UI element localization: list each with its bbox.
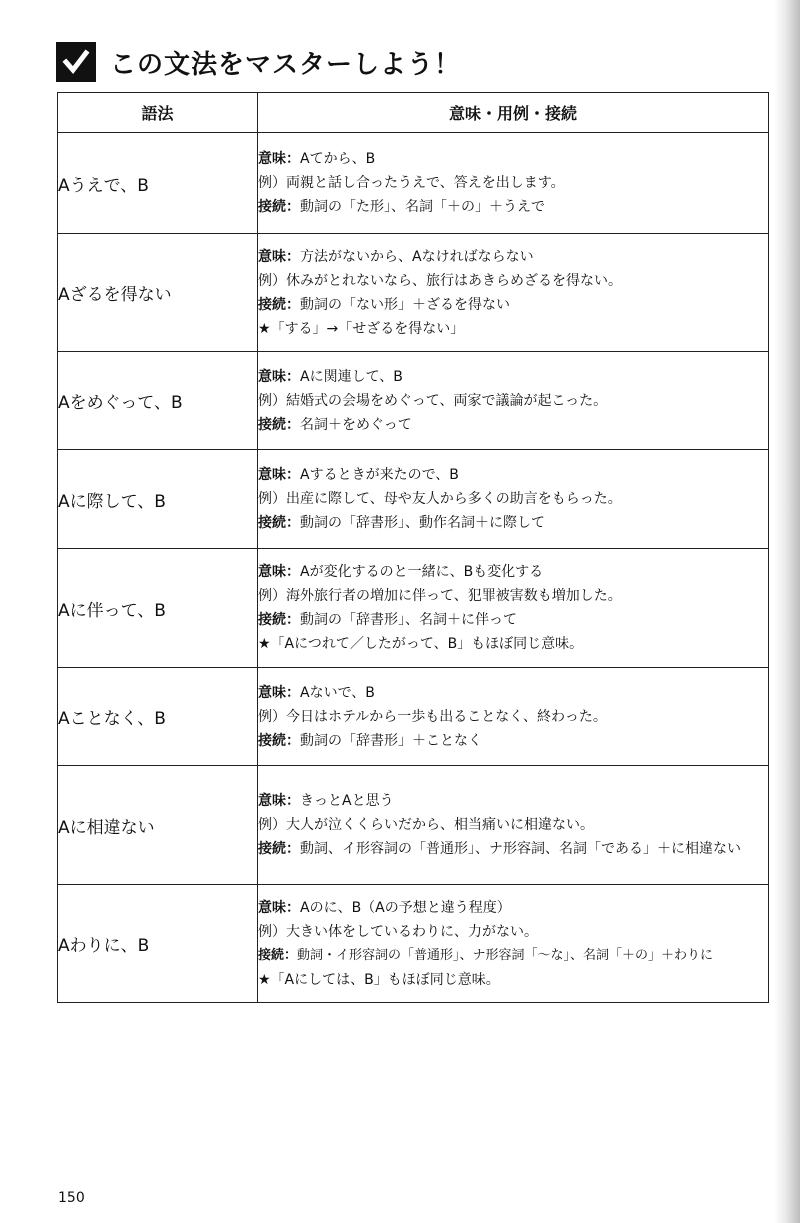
table-row (58, 133, 769, 234)
example-text: 出産に際して、母や友人から多くの助言をもらった。 (286, 491, 622, 507)
grammar-pattern: Aわりに、B (58, 885, 258, 1003)
connection-line (258, 195, 768, 219)
note-line: ★「Aにつれて／したがって、B」もほぼ同じ意味。 (258, 636, 584, 652)
example-label: 例） (258, 817, 286, 833)
grammar-details (258, 450, 769, 549)
meaning-line (258, 681, 768, 705)
connection-label: 接続： (258, 296, 300, 313)
connection-label: 接続： (258, 416, 300, 433)
grammar-pattern: Aうえで、B (58, 133, 258, 234)
connection-text: 動詞の「ない形」＋ざるを得ない (300, 296, 510, 313)
meaning-text: Aが変化するのと一緒に、Bも変化する (300, 564, 544, 580)
note-line: ★「Aにしては、B」もほぼ同じ意味。 (258, 971, 500, 988)
example-label: 例） (258, 923, 286, 940)
connection-label: 接続： (258, 199, 300, 215)
connection-line (258, 413, 768, 437)
meaning-line (258, 463, 768, 487)
example-line (258, 920, 768, 944)
connection-line (258, 511, 768, 535)
section-header (56, 42, 461, 82)
connection-text: 動詞の「た形」、名詞「＋の」＋うえで (300, 199, 545, 215)
example-text: 結婚式の会場をめぐって、両家で議論が起こった。 (286, 392, 608, 409)
example-label: 例） (258, 175, 286, 191)
example-text: 海外旅行者の増加に伴って、犯罪被害数も増加した。 (286, 588, 622, 604)
section-title: この文法をマスターしよう！ (110, 49, 462, 80)
table-row (58, 234, 769, 352)
example-text: 休みがとれないなら、旅行はあきらめざるを得ない。 (286, 272, 622, 289)
connection-label: 接続： (258, 841, 300, 857)
example-text: 両親と話し合ったうえで、答えを出します。 (286, 175, 565, 191)
grammar-details (258, 352, 769, 450)
meaning-label: 意味： (258, 899, 300, 916)
meaning-text: Aないで、B (300, 684, 375, 701)
grammar-details (258, 549, 769, 668)
connection-line (258, 608, 768, 632)
meaning-label: 意味： (258, 684, 300, 701)
meaning-text: Aてから、B (300, 151, 376, 167)
page-number: 150 (58, 1190, 85, 1206)
connection-label: 接続： (258, 947, 298, 963)
meaning-text: Aのに、B（Aの予想と違う程度） (300, 899, 511, 916)
example-line (258, 171, 768, 195)
grammar-details (258, 668, 769, 766)
connection-text: 名詞＋をめぐって (300, 416, 412, 433)
meaning-text: Aするときが来たので、B (300, 467, 459, 483)
connection-label: 接続： (258, 732, 300, 749)
example-label: 例） (258, 491, 286, 507)
meaning-line (258, 896, 768, 920)
meaning-line (258, 560, 768, 584)
meaning-text: きっとAと思う (300, 793, 394, 809)
grammar-pattern: Aをめぐって、B (58, 352, 258, 450)
meaning-label: 意味： (258, 151, 300, 167)
example-label: 例） (258, 588, 286, 604)
grammar-pattern: Aざるを得ない (58, 234, 258, 352)
grammar-pattern: Aに際して、B (58, 450, 258, 549)
example-text: 今日はホテルから一歩も出ることなく、終わった。 (286, 708, 607, 725)
example-line (258, 705, 768, 729)
table-row (58, 549, 769, 668)
header-pattern: 語法 (58, 93, 258, 133)
grammar-pattern: Aに伴って、B (58, 549, 258, 668)
example-line (258, 389, 768, 413)
example-label: 例） (258, 708, 286, 725)
example-label: 例） (258, 392, 286, 409)
table-row (58, 766, 769, 885)
table-row (58, 668, 769, 766)
grammar-details (258, 234, 769, 352)
note-line: ★「する」→「せざるを得ない」 (258, 320, 465, 337)
grammar-details (258, 133, 769, 234)
connection-text: 動詞、イ形容詞の「普通形」、ナ形容詞、名詞「である」＋に相違ない (300, 841, 741, 857)
grammar-details (258, 885, 769, 1003)
table-row (58, 450, 769, 549)
meaning-line (258, 147, 768, 171)
meaning-text: 方法がないから、Aなければならない (300, 248, 534, 265)
connection-text: 動詞の「辞書形」、動作名詞＋に際して (300, 515, 545, 531)
meaning-line (258, 789, 768, 813)
example-line (258, 269, 768, 293)
connection-line (258, 729, 768, 753)
checkmark-icon (56, 42, 96, 82)
table-row (58, 885, 769, 1003)
grammar-table (57, 92, 769, 1003)
example-line (258, 813, 768, 837)
connection-line (258, 293, 768, 317)
example-line (258, 487, 768, 511)
header-details: 意味・用例・接続 (258, 93, 769, 133)
meaning-label: 意味： (258, 793, 300, 809)
example-label: 例） (258, 272, 286, 289)
connection-text: 動詞の「辞書形」＋ことなく (300, 732, 482, 749)
page-edge-shadow (774, 0, 800, 1223)
table-row (58, 352, 769, 450)
meaning-label: 意味： (258, 564, 300, 580)
connection-label: 接続： (258, 612, 300, 628)
grammar-pattern: Aことなく、B (58, 668, 258, 766)
grammar-details (258, 766, 769, 885)
connection-text: 動詞・イ形容詞の「普通形」、ナ形容詞「〜な」、名詞「＋の」＋わりに (297, 947, 714, 963)
connection-line (258, 944, 768, 968)
example-line (258, 584, 768, 608)
connection-label: 接続： (258, 515, 300, 531)
example-text: 大人が泣くくらいだから、相当痛いに相違ない。 (286, 817, 594, 833)
connection-line (258, 837, 768, 861)
example-text: 大きい体をしているわりに、力がない。 (286, 923, 538, 940)
meaning-label: 意味： (258, 467, 300, 483)
connection-text: 動詞の「辞書形」、名詞＋に伴って (300, 612, 517, 628)
grammar-pattern: Aに相違ない (58, 766, 258, 885)
table-header-row (58, 93, 769, 133)
meaning-label: 意味： (258, 248, 300, 265)
meaning-line (258, 245, 768, 269)
meaning-line (258, 365, 768, 389)
meaning-text: Aに関連して、B (300, 368, 403, 385)
meaning-label: 意味： (258, 368, 300, 385)
